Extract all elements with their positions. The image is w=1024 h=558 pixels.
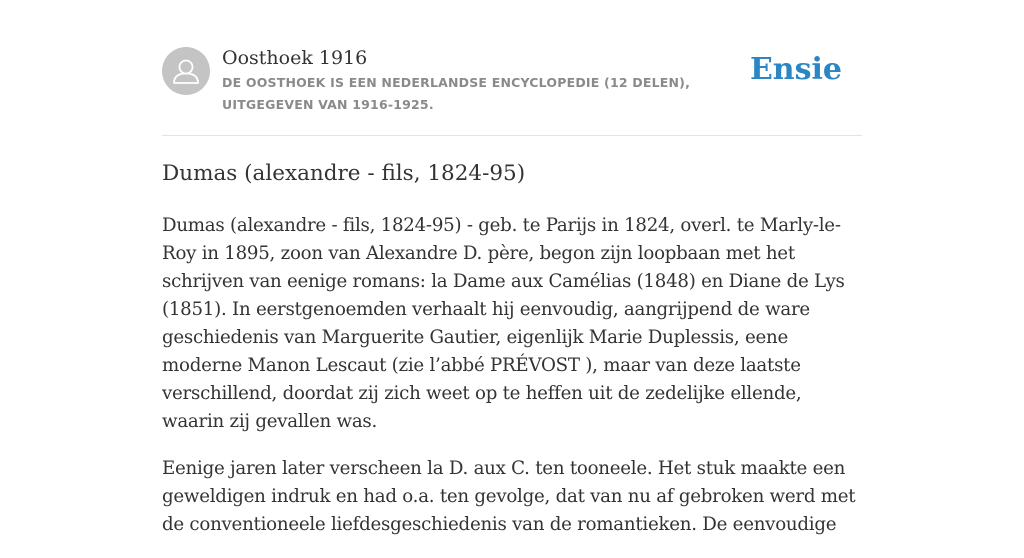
source-description: DE OOSTHOEK IS EEN NEDERLANDSE ENCYCLOPEDIE (12 DELEN), UITGEGEVEN VAN 1916-1925. (222, 75, 691, 112)
source-title[interactable]: Oosthoek 1916 (222, 47, 368, 69)
avatar[interactable] (162, 47, 210, 95)
entry-body (162, 212, 864, 558)
entry-paragraph: Dumas (alexandre - fils, 1824-95) - geb. te Parijs in 1824, overl. te Marly-le-Roy in 1895, zoon van Alexandre D. père, begon zijn loopbaan met het schrijven van eenige romans: la Dame aux Camélias (1848) en Diane de Lys (1851). In eerstgenoemden verhaalt hij eenvoudig, aangrijpend de ware geschiedenis van Marguerite Gautier, eigenlijk Marie Duplessis, eene moderne Manon Lescaut (zie l’abbé PRÉVOST ), maar van deze laatste verschillend, doordat zij zich weet op te heffen uit de zedelijke ellende, waarin zij gevallen was. (162, 215, 845, 432)
entry-paragraph: Eenige jaren later verscheen la D. aux C. ten tooneele. Het stuk maakte een geweldigen indruk en had o.a. ten gevolge, dat van nu af gebroken werd met de conventioneele liefdesgeschiedenis van de romantieken. De eenvoudige (162, 458, 856, 535)
brand-logo[interactable]: Ensie (749, 52, 842, 87)
source-header (162, 46, 862, 116)
entry-title: Dumas (alexandre - fils, 1824-95) (162, 161, 526, 186)
divider (162, 135, 862, 136)
user-silhouette-icon (162, 47, 210, 95)
